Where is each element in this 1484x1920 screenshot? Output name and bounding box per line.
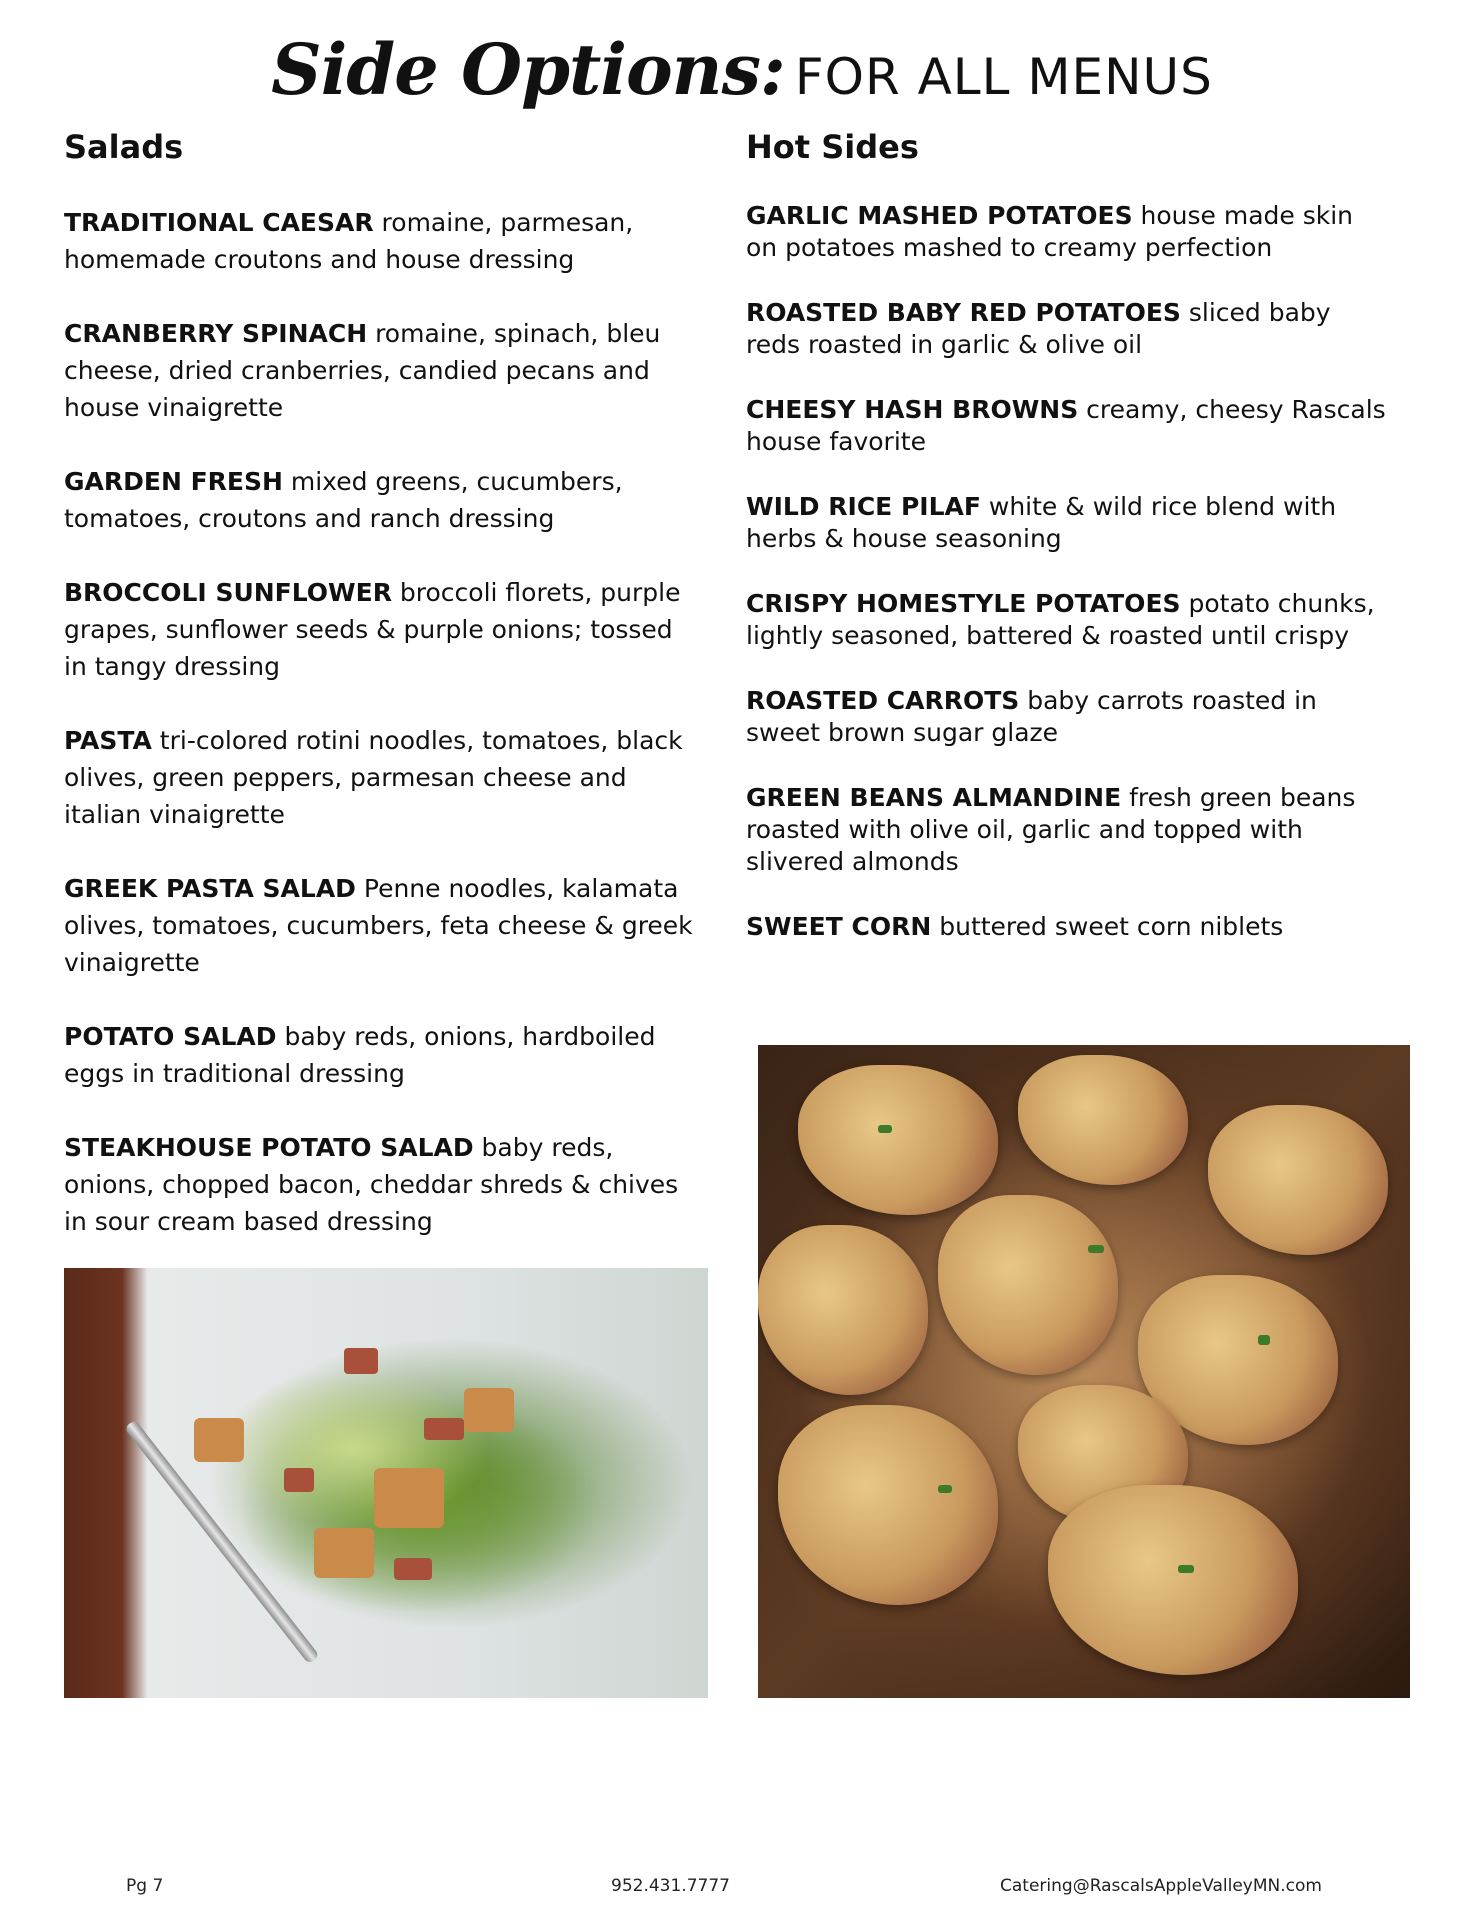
item-description: white & wild rice blend with herbs & house seasoning [746,492,1337,553]
bacon-shape [344,1348,378,1374]
potato-shape [938,1195,1118,1375]
roasted-potatoes-photo [758,1045,1410,1698]
item-name: WILD RICE PILAF [746,492,981,521]
menu-item [64,1129,694,1240]
bacon-shape [284,1468,314,1492]
page-title: FOR ALL MENUS [794,48,1213,106]
item-name: GREEN BEANS ALMANDINE [746,783,1122,812]
item-name: GARLIC MASHED POTATOES [746,201,1133,230]
item-description: buttered sweet corn niblets [931,912,1284,941]
salads-column [64,128,694,1277]
page-number: Pg 7 [126,1876,164,1896]
menu-item [746,685,1386,749]
crouton-shape [314,1528,374,1578]
menu-item [64,722,694,833]
crouton-shape [374,1468,444,1528]
potato-shape [798,1065,998,1215]
item-name: PASTA [64,726,152,755]
item-name: TRADITIONAL CAESAR [64,208,374,237]
phone-number: 952.431.7777 [611,1876,730,1896]
item-description: potato chunks, lightly seasoned, battered & roasted until crispy [746,589,1375,650]
menu-item [746,394,1386,458]
item-name: CRANBERRY SPINACH [64,319,368,348]
item-description: romaine, spinach, bleu cheese, dried cranberries, candied pecans and house vinaigrette [64,319,661,422]
item-description: fresh green beans roasted with olive oil, garlic and topped with slivered almonds [746,783,1356,876]
menu-item [64,574,694,685]
crouton-shape [464,1388,514,1432]
menu-item [746,297,1386,361]
potato-shape [758,1225,928,1395]
menu-item [746,911,1386,943]
item-name: GARDEN FRESH [64,467,283,496]
bacon-shape [394,1558,432,1580]
item-description: baby reds, onions, hardboiled eggs in traditional dressing [64,1022,656,1088]
page-header [0,28,1484,111]
hot-sides-heading: Hot Sides [746,128,919,166]
herb-shape [1178,1565,1194,1573]
item-name: ROASTED CARROTS [746,686,1020,715]
salads-heading: Salads [64,128,184,166]
item-name: CHEESY HASH BROWNS [746,395,1079,424]
menu-item [64,315,694,426]
menu-item [746,200,1386,264]
potato-shape [778,1405,998,1605]
item-description: house made skin on potatoes mashed to creamy perfection [746,201,1354,262]
herb-shape [1088,1245,1104,1253]
bacon-shape [424,1418,464,1440]
item-name: BROCCOLI SUNFLOWER [64,578,392,607]
potato-shape [1018,1055,1188,1185]
script-title: Side Options: [271,28,785,111]
item-description: creamy, cheesy Rascals house favorite [746,395,1386,456]
hot-sides-column [746,128,1386,976]
menu-item [746,782,1386,878]
crouton-shape [194,1418,244,1462]
menu-item [64,1018,694,1092]
item-name: ROASTED BABY RED POTATOES [746,298,1181,327]
menu-item [64,463,694,537]
item-name: POTATO SALAD [64,1022,277,1051]
potato-shape [1048,1485,1298,1675]
item-name: SWEET CORN [746,912,932,941]
item-description: broccoli florets, purple grapes, sunflower seeds & purple onions; tossed in tangy dressing [64,578,681,681]
item-description: sliced baby reds roasted in garlic & olive oil [746,298,1331,359]
menu-item [64,870,694,981]
item-description: romaine, parmesan, homemade croutons and house dressing [64,208,634,274]
menu-item [64,204,694,278]
item-name: GREEK PASTA SALAD [64,874,356,903]
item-description: mixed greens, cucumbers, tomatoes, croutons and ranch dressing [64,467,623,533]
herb-shape [1258,1335,1270,1345]
herb-shape [878,1125,892,1133]
potato-shape [1208,1105,1388,1255]
menu-item [746,588,1386,652]
menu-item [746,491,1386,555]
catering-email: Catering@RascalsAppleValleyMN.com [1000,1876,1322,1896]
item-description: Penne noodles, kalamata olives, tomatoes, cucumbers, feta cheese & greek vinaigrette [64,874,693,977]
item-description: tri-colored rotini noodles, tomatoes, black olives, green peppers, parmesan cheese and italian vinaigrette [64,726,683,829]
item-description: baby carrots roasted in sweet brown sugar glaze [746,686,1317,747]
item-description: baby reds, onions, chopped bacon, cheddar shreds & chives in sour cream based dressing [64,1133,679,1236]
item-name: STEAKHOUSE POTATO SALAD [64,1133,474,1162]
caesar-salad-photo [64,1268,708,1698]
herb-shape [938,1485,952,1493]
item-name: CRISPY HOMESTYLE POTATOES [746,589,1181,618]
